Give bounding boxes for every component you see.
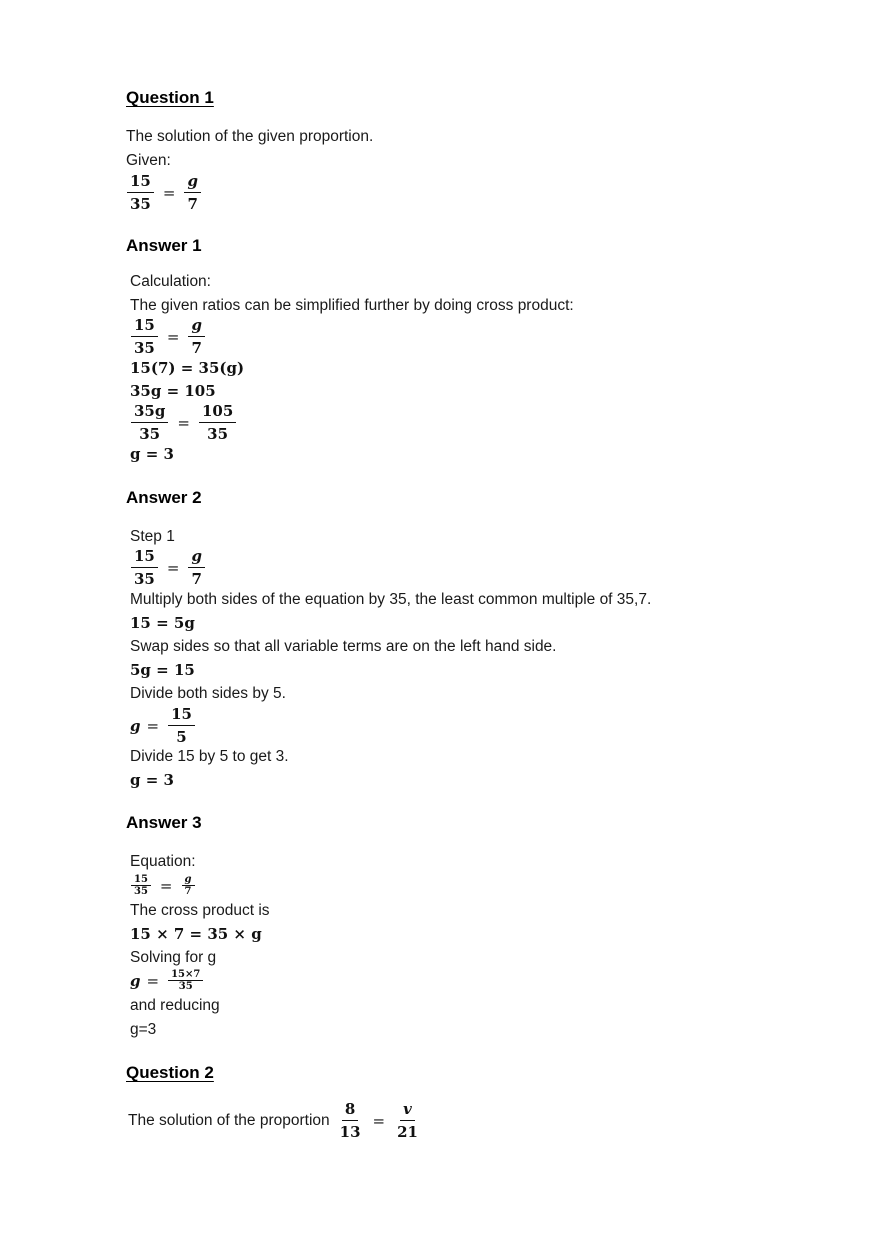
answer-2-heading: Answer 2 (126, 488, 202, 507)
fraction-numerator: 15 (131, 874, 151, 886)
answer-2-equation-1: $\frac{15}{35}$ = $\frac{g}{7}$ (128, 547, 208, 588)
answer-3-equation-2: 15 × 7 = 35 × g (130, 925, 262, 943)
fraction-numerator: 15 (131, 547, 158, 568)
answer-2-step-text-2: Swap sides so that all variable terms are on the left hand side. (130, 638, 557, 655)
fraction-denominator: 35 (134, 339, 155, 357)
answer-1-equation-2: 15(7) = 35(g) (130, 359, 245, 377)
answer-2-equation-4: g = $\frac{15}{5}$ (130, 705, 198, 746)
variable: g (130, 971, 141, 990)
answer-2-equation-3: 5g = 15 (130, 661, 195, 679)
fraction-denominator: 21 (397, 1123, 418, 1141)
answer-1-equation-1: $\frac{15}{35}$ = $\frac{g}{7}$ (128, 316, 208, 357)
answer-3-equation-3: g = $\frac{15\times 7}{35}$ (130, 969, 206, 992)
fraction-denominator: 7 (191, 339, 202, 357)
fraction-numerator: g (184, 172, 201, 193)
fraction-numerator: 8 (342, 1100, 358, 1121)
answer-1-heading: Answer 1 (126, 236, 202, 255)
fraction-numerator: v (400, 1100, 415, 1121)
fraction-numerator: 15 (131, 316, 158, 337)
given-label: Given: (126, 152, 171, 169)
fraction-numerator: 15 (127, 172, 154, 193)
fraction-numerator: 15×7 (168, 969, 203, 981)
answer-3-heading: Answer 3 (126, 813, 202, 832)
variable: g (130, 716, 141, 735)
answer-3-equation-1: $\frac{15}{35}$ = $\frac{g}{7}$ (128, 874, 198, 897)
fraction-denominator: 13 (339, 1123, 361, 1141)
answer-1-equation-4: $\frac{35g}{35}$ = $\frac{105}{35}$ (128, 402, 239, 443)
given-equation: $\frac{15}{35}$ = $\frac{g}{7}$ (124, 172, 204, 213)
answer-2-step-text-3: Divide both sides by 5. (130, 685, 286, 702)
question-1-heading: Question 1 (126, 88, 214, 107)
fraction-denominator: 35 (207, 425, 229, 443)
question-2-heading: Question 2 (126, 1063, 214, 1082)
answer-1-result: g = 3 (130, 445, 174, 463)
answer-1-equation-3: 35g = 105 (130, 382, 216, 400)
fraction-denominator: 35 (139, 425, 161, 443)
answer-2-equation-2: 15 = 5g (130, 614, 195, 632)
answer-3-text-3: and reducing (130, 997, 220, 1014)
question-2-text: The solution of the proportion (128, 1111, 330, 1129)
fraction-denominator: 35 (134, 570, 155, 588)
fraction-denominator: 7 (191, 570, 202, 588)
answer-2-result: g = 3 (130, 771, 174, 789)
fraction-numerator: g (182, 874, 195, 886)
fraction-numerator: 15 (168, 705, 195, 726)
answer-2-step-text-1: Multiply both sides of the equation by 35, the least common multiple of 35,7. (130, 591, 652, 608)
calculation-label: Calculation: (130, 273, 211, 290)
step-label: Step 1 (130, 528, 175, 545)
fraction-denominator: 5 (176, 728, 187, 746)
answer-3-result: g=3 (130, 1021, 157, 1038)
fraction-denominator: 7 (184, 886, 192, 897)
answer-2-step-text-4: Divide 15 by 5 to get 3. (130, 748, 289, 765)
answer-3-text-2: Solving for g (130, 949, 217, 966)
fraction-numerator: g (188, 547, 205, 568)
fraction-numerator: 35g (131, 402, 168, 423)
equation-label: Equation: (130, 853, 196, 870)
answer-3-text-1: The cross product is (130, 902, 270, 919)
fraction-denominator: 35 (134, 886, 148, 897)
fraction-denominator: 35 (130, 195, 151, 213)
question-2-line: The solution of the proportion $\frac{8}{13}$ = $\frac{v}{21}$ (128, 1100, 424, 1141)
fraction-denominator: 7 (187, 195, 198, 213)
fraction-numerator: g (188, 316, 205, 337)
answer-1-explanation: The given ratios can be simplified further by doing cross product: (130, 297, 574, 314)
fraction-denominator: 35 (178, 981, 193, 992)
question-1-text: The solution of the given proportion. (126, 128, 374, 145)
fraction-numerator: 105 (199, 402, 236, 423)
